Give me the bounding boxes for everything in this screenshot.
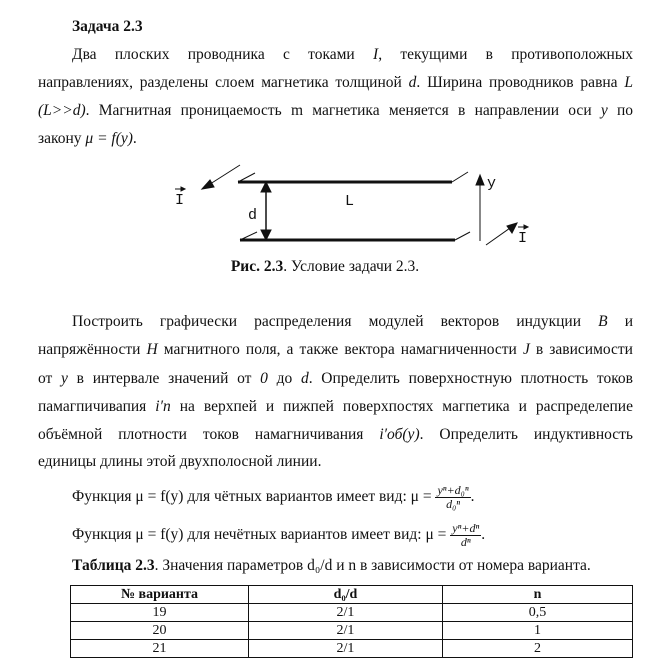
text-line: [72, 45, 633, 65]
cell: 2/1: [249, 622, 443, 640]
text-segment: закону: [38, 130, 86, 147]
text-segment: в зависимости: [529, 341, 633, 358]
text-line: [38, 397, 633, 417]
cell: 1: [443, 622, 633, 640]
text-segment: μ = f(y): [85, 130, 133, 147]
numerator: yⁿ+dⁿ: [452, 521, 480, 535]
caption-text: . Условие задачи 2.3.: [283, 258, 420, 275]
text-segment: направлениях, разделены слоем магнетика толщиной: [38, 74, 409, 91]
text-segment: памагпичивапия: [38, 398, 156, 415]
text-segment: i′об(y): [379, 426, 420, 443]
arrowhead-icon: [507, 223, 517, 233]
cell: 2: [443, 640, 633, 658]
text-segment: единицы длины этой двухполосной линии.: [38, 453, 322, 470]
table-caption: [72, 557, 591, 575]
text-segment: Два плоских проводника с токами: [72, 46, 374, 63]
arrowhead-icon: [476, 175, 484, 185]
text-segment: , текущими в противоположных: [378, 46, 633, 63]
text-segment: объёмной плотности токов намагничивания: [38, 426, 380, 443]
text-segment: и: [607, 313, 634, 330]
arrowhead-icon: [202, 180, 214, 189]
text-segment: d: [300, 370, 309, 387]
current-label-top: I: [175, 192, 185, 209]
table-caption-label: Таблица 2.3: [72, 557, 155, 574]
text-segment: магнитного поля, а также вектора намагниченности: [157, 341, 523, 358]
cell: 0,5: [443, 604, 633, 622]
d-label: d: [248, 207, 258, 224]
table-row: [71, 640, 633, 658]
text-line: [38, 129, 633, 149]
text-segment: L: [624, 74, 633, 91]
task-title: Задача 2.3: [72, 18, 143, 35]
text-line: [38, 452, 633, 472]
numerator: yⁿ+d₀ⁿ: [437, 483, 469, 497]
text-segment: напряжённости: [38, 341, 147, 358]
current-label-bottom: I: [518, 230, 528, 247]
text-segment: по: [607, 102, 634, 119]
formula-odd: Функция μ = f(y) для нечётных вариантов имеет вид: μ = $\frac{\text{yⁿ+dⁿ}}{\text{dⁿ}}$ .: [72, 521, 486, 549]
caption-label: Рис. 2.3: [230, 258, 284, 275]
table-caption-text: . Значения параметров d₀/d и n в зависимости от номера варианта.: [154, 557, 591, 574]
text-segment: y: [61, 370, 68, 387]
text-segment: I: [373, 46, 379, 63]
formula-even-text: Функция μ = f(y) для чётных вариантов имеет вид: μ =: [72, 488, 432, 506]
current-arrow-bottom: [486, 228, 510, 245]
denominator: dⁿ: [460, 535, 471, 549]
header-n: n: [443, 586, 633, 604]
text-line: [38, 425, 633, 445]
fraction: [450, 522, 481, 549]
text-segment: B: [598, 313, 608, 330]
header-variant: № варианта: [71, 586, 249, 604]
text-segment: J: [522, 341, 530, 358]
text-segment: d: [408, 74, 417, 91]
text-segment: H: [146, 341, 158, 358]
text-segment: i′п: [155, 398, 171, 415]
denominator: d₀ⁿ: [446, 497, 461, 511]
cell: 2/1: [249, 640, 443, 658]
text-segment: . Магнитная проницаемость m магнетика меняется в направлении оси: [85, 102, 601, 119]
fraction: [435, 484, 470, 511]
parameters-table: [70, 585, 633, 658]
vector-arrow-icon: [518, 225, 528, 229]
cell: 20: [71, 622, 249, 640]
text-segment: от: [38, 370, 62, 387]
text-segment: (L>>d): [38, 102, 86, 119]
table-row: [71, 604, 633, 622]
text-line: [72, 312, 633, 332]
perspective-line: [455, 232, 470, 240]
cell: 19: [71, 604, 249, 622]
cell: 2/1: [249, 604, 443, 622]
text-line: [38, 369, 633, 389]
figure-caption: [0, 258, 650, 276]
text-segment: y: [600, 102, 608, 119]
text-segment: 0: [260, 370, 268, 387]
text-line: [38, 101, 633, 121]
formula-odd-text: Функция μ = f(y) для нечётных вариантов имеет вид: μ =: [72, 526, 447, 544]
text-segment: до: [267, 370, 301, 387]
formula-even: Функция μ = f(y) для чётных вариантов имеет вид: μ = $\frac{\text{yⁿ+d₀ⁿ}}{\text{d₀ⁿ}}$ .: [72, 483, 475, 511]
perspective-line: [452, 172, 468, 182]
text-segment: в интервале значений от: [67, 370, 261, 387]
table-row: [71, 622, 633, 640]
text-segment: на верхпей и пижпей поверхпостях магпетика и распределепие: [170, 398, 633, 415]
text-segment: . Определить индуктивность: [419, 426, 633, 443]
header-d0-d: d₀/d: [249, 586, 443, 604]
vector-arrow-icon: [175, 187, 185, 191]
text-segment: . Определить поверхностную плотность токов: [308, 370, 634, 387]
text-segment: .: [132, 130, 137, 147]
text-segment: Построить графически распределения модулей векторов индукции: [72, 313, 599, 330]
text-segment: . Ширина проводников равна: [416, 74, 625, 91]
table-header-row: [71, 586, 633, 604]
figure-diagram: [150, 160, 550, 255]
text-line: [38, 340, 633, 360]
text-line: [38, 73, 633, 93]
L-label: L: [345, 193, 355, 210]
cell: 21: [71, 640, 249, 658]
y-label: y: [487, 175, 497, 192]
